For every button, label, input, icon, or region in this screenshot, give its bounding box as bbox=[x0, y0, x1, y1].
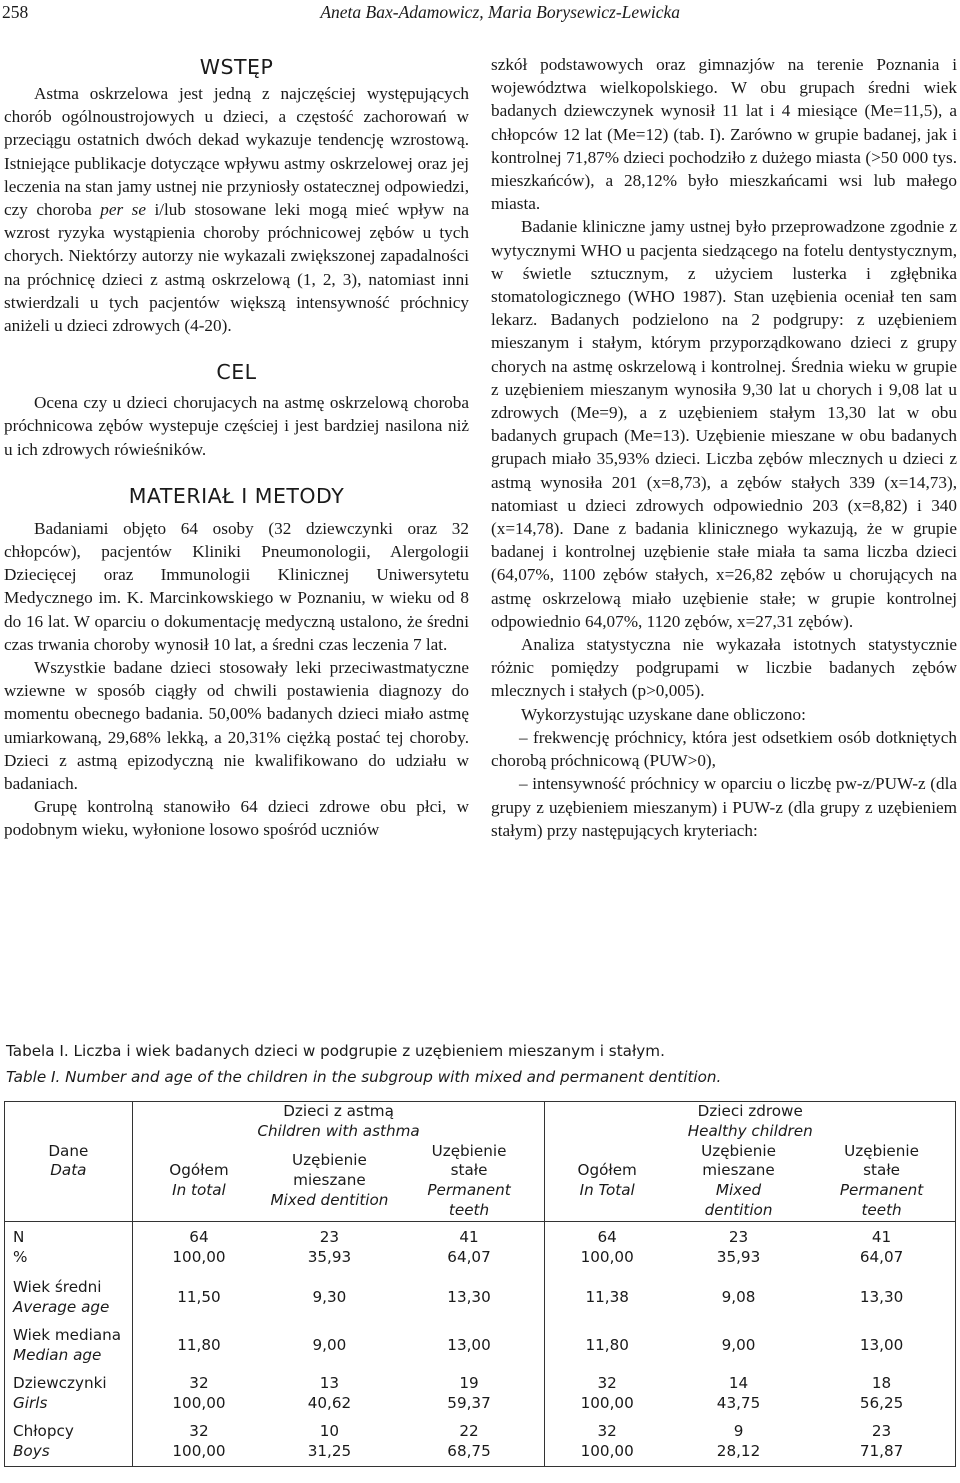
paragraph-methods-continued: szkół podstawowych oraz gimnazjów na terenie Poznania i województwa wielkopolskiego. W obu grupach średni wiek badanych dziewczynek wynosił 11 lat i 4 miesiące (Me=11,5), a chłopców 12 lat (Me=12) (tab. I). Zarówno w grupie badanej, jak i kontrolnej 71,87% dzieci pochodziło z dużego miasta (>50 000 tys. mieszkańców), a 28,12% było mieszkańcami wsi lub małego miasta. bbox=[491, 55, 957, 214]
cell-value: 28,12 bbox=[716, 1441, 761, 1460]
row-label bbox=[5, 1370, 133, 1418]
table-cell bbox=[808, 1274, 955, 1322]
cell-value: 100,00 bbox=[580, 1247, 634, 1266]
table-cell bbox=[545, 1274, 669, 1322]
cell-value: 19 bbox=[459, 1373, 479, 1392]
paragraph-methods-3: Grupę kontrolną stanowiło 64 dzieci zdrowe obu płci, w podobnym wieku, wyłonione losowo spośród uczniów bbox=[4, 797, 469, 840]
header-group-healthy bbox=[545, 1102, 956, 1142]
sub-perm-pl: Uzębienie stałe bbox=[431, 1141, 507, 1180]
data-table bbox=[4, 1101, 956, 1467]
cell-value: 9,08 bbox=[721, 1287, 756, 1306]
cell-value: 13 bbox=[319, 1373, 340, 1392]
cell-value: 9,00 bbox=[312, 1335, 347, 1354]
table-cell bbox=[808, 1418, 955, 1467]
cell-value: 41 bbox=[871, 1227, 892, 1246]
intro-text-a: Astma oskrzelowa jest jedną z najczęściej występujących chorób ogólnoustrojowych u dzieci, a częstość zachorowań w przeciągu ostatnich dwóch dekad wykazuje tendencję wzrostową. Istniejące publikacje dotyczące wpływu astmy oskrzelowej oraz jej leczenia na stan jamy ustnej nie przyniosły ostatecznej odpowiedzi, czy choroba bbox=[4, 84, 469, 220]
cell-value: 10 bbox=[319, 1421, 340, 1440]
row-label-en: Boys bbox=[13, 1441, 50, 1460]
row-label-pl: Wiek średni bbox=[13, 1277, 102, 1296]
intro-italic: per se bbox=[100, 200, 146, 220]
cell-value: 11,80 bbox=[585, 1335, 629, 1354]
sub-mixed-pl: Uzębienie mieszane bbox=[292, 1151, 367, 1190]
subheader-perm-healthy bbox=[808, 1142, 955, 1222]
cell-value: 23 bbox=[728, 1227, 749, 1246]
cell-value: 9,00 bbox=[721, 1335, 756, 1354]
row-label bbox=[5, 1322, 133, 1370]
table-cell bbox=[669, 1221, 808, 1274]
table-cell bbox=[132, 1418, 265, 1467]
cell-value: 56,25 bbox=[859, 1393, 904, 1412]
row-label-pl: Dziewczynki bbox=[13, 1373, 107, 1392]
cell-value: 23 bbox=[319, 1227, 340, 1246]
paragraph-statistics: Analiza statystyczna nie wykazała istotnych statystycznie różnic pomiędzy podgrupami w liczbie badanych zębów mlecznych i stałych (p>0,005). bbox=[491, 635, 957, 701]
table-caption-en: Table I. Number and age of the children in the subgroup with mixed and permanent dentition. bbox=[6, 1068, 722, 1086]
paragraph-calculated: Wykorzystując uzyskane dane obliczono: bbox=[521, 704, 806, 724]
table-cell bbox=[265, 1418, 393, 1467]
row-label-pl: N bbox=[13, 1227, 25, 1246]
row-label-en: % bbox=[13, 1247, 28, 1266]
sub-perm-pl-2: Uzębienie stałe bbox=[844, 1141, 919, 1180]
group-healthy-en: Healthy children bbox=[687, 1121, 813, 1140]
table-cell bbox=[808, 1322, 955, 1370]
intro-text-b: i/lub stosowane leki mogą mieć wpływ na wzrost ryzyka wystąpienia choroby próchnicowej zębów u tych chorych. Niektórzy autorzy nie wykazali zwiększonej zapadalności na próchnicę dzieci z astmą oskrzelową (1, 2, 3), natomiast inni stwierdzali u tych pacjentów większą intensywność próchnicy aniżeli u dzieci zdrowych (4-20). bbox=[4, 200, 469, 336]
group-asthma-pl: Dzieci z astmą bbox=[283, 1102, 394, 1120]
table-cell bbox=[669, 1322, 808, 1370]
subheader-total-asthma bbox=[132, 1142, 265, 1222]
table-row bbox=[5, 1370, 956, 1418]
group-asthma-en: Children with asthma bbox=[257, 1121, 420, 1140]
cell-value: 14 bbox=[728, 1373, 749, 1392]
table-cell bbox=[394, 1221, 545, 1274]
cell-value: 13,30 bbox=[447, 1287, 491, 1306]
cell-value: 35,93 bbox=[716, 1247, 761, 1266]
list-item-frequency: – frekwencję próchnicy, która jest odsetkiem osób dotkniętych chorobą próchnicową (PUW>0), bbox=[491, 727, 957, 771]
table-cell bbox=[265, 1221, 393, 1274]
table-cell bbox=[132, 1370, 265, 1418]
sub-perm-en-2: Permanent teeth bbox=[839, 1181, 924, 1219]
table-cell bbox=[808, 1221, 955, 1274]
table-cell bbox=[808, 1370, 955, 1418]
cell-value: 13,00 bbox=[859, 1335, 904, 1354]
row-label-pl: Wiek mediana bbox=[13, 1325, 122, 1344]
subheader-mixed-asthma bbox=[265, 1142, 393, 1222]
cell-value: 31,25 bbox=[307, 1441, 352, 1460]
sub-mixed-pl-2: Uzębienie mieszane bbox=[701, 1141, 776, 1180]
cell-value: 100,00 bbox=[580, 1441, 634, 1460]
row-label bbox=[5, 1274, 133, 1322]
cell-value: 64,07 bbox=[447, 1247, 491, 1266]
header-data-pl: Dane bbox=[48, 1141, 89, 1160]
table-cell bbox=[394, 1274, 545, 1322]
table-cell bbox=[265, 1370, 393, 1418]
cell-value: 32 bbox=[189, 1421, 209, 1440]
page-number: 258 bbox=[2, 2, 29, 22]
cell-value: 100,00 bbox=[172, 1441, 226, 1460]
cell-value: 64,07 bbox=[859, 1247, 904, 1266]
cell-value: 9 bbox=[733, 1421, 744, 1440]
table-body bbox=[5, 1221, 956, 1466]
table-cell bbox=[545, 1322, 669, 1370]
cell-value: 11,80 bbox=[177, 1335, 221, 1354]
sub-total-en-2: In Total bbox=[579, 1181, 635, 1200]
section-heading-methods: MATERIAŁ I METODY bbox=[128, 483, 345, 508]
sub-mixed-en: Mixed dentition bbox=[270, 1191, 389, 1210]
row-label bbox=[5, 1418, 133, 1467]
table-row bbox=[5, 1322, 956, 1370]
table-cell bbox=[132, 1322, 265, 1370]
paragraph-methods-1: Badaniami objęto 64 osoby (32 dziewczynki oraz 32 chłopców), pacjentów Kliniki Pneumonologii, Alergologii Dziecięcej oraz Immunologii Klinicznej Uniwersytetu Medycznego im. K. Marcinkowskiego w Poznaniu, w wieku od 8 do 16 lat. W oparciu o dokumentację medyczną ustalono, że średni czas trwania choroby wynosił 10 lat, a średni czas leczenia 7 lat. bbox=[4, 518, 469, 654]
cell-value: 13,30 bbox=[859, 1287, 904, 1306]
section-heading-wstep: WSTĘP bbox=[199, 55, 274, 79]
header-authors: Aneta Bax-Adamowicz, Maria Borysewicz-Lewicka bbox=[320, 2, 680, 22]
table-cell bbox=[132, 1274, 265, 1322]
table-cell bbox=[545, 1221, 669, 1274]
cell-value: 64 bbox=[597, 1227, 617, 1246]
cell-value: 32 bbox=[597, 1421, 617, 1440]
cell-value: 71,87 bbox=[859, 1441, 904, 1460]
sub-total-pl: Ogółem bbox=[169, 1161, 229, 1180]
cell-value: 100,00 bbox=[172, 1393, 226, 1412]
paragraph-methods-2: Wszystkie badane dzieci stosowały leki przeciwastmatyczne wziewne w sposób ciągły od chwili postawienia diagnozy do momentu obecnego badania. 50,00% badanych dzieci miało astmę umiarkowaną, 29,68% lekką, a 20,31% ciężką postać tej choroby. Dzieci z astmą epizodyczną nie kwalifikowano do udziału w badaniach. bbox=[4, 658, 469, 794]
cell-value: 100,00 bbox=[172, 1247, 226, 1266]
sub-total-en: In total bbox=[172, 1181, 226, 1200]
cell-value: 35,93 bbox=[307, 1247, 352, 1266]
subheader-perm-asthma bbox=[394, 1142, 545, 1222]
cell-value: 9,30 bbox=[312, 1287, 347, 1306]
table-cell bbox=[265, 1322, 393, 1370]
table-cell bbox=[394, 1418, 545, 1467]
row-label bbox=[5, 1221, 133, 1274]
table-cell bbox=[669, 1370, 808, 1418]
cell-value: 43,75 bbox=[716, 1393, 761, 1412]
table-cell bbox=[132, 1221, 265, 1274]
cell-value: 32 bbox=[597, 1373, 617, 1392]
subheader-total-healthy bbox=[545, 1142, 669, 1222]
cell-value: 11,50 bbox=[177, 1287, 221, 1306]
header-group-asthma bbox=[132, 1102, 545, 1142]
table-caption-pl: Tabela I. Liczba i wiek badanych dzieci w podgrupie z uzębieniem mieszanym i stałym. bbox=[6, 1042, 665, 1060]
sub-total-pl-2: Ogółem bbox=[577, 1161, 637, 1180]
table-cell bbox=[265, 1274, 393, 1322]
running-header bbox=[0, 0, 960, 30]
cell-value: 64 bbox=[189, 1227, 209, 1246]
table-row bbox=[5, 1274, 956, 1322]
list-item-intensity: – intensywność próchnicy w oparciu o liczbę pw-z/PUW-z (dla grupy z uzębieniem mieszanym) i PUW-z (dla grupy z uzębieniem stałym) przy następujących kryteriach: bbox=[491, 774, 957, 840]
cell-value: 41 bbox=[459, 1227, 479, 1246]
cell-value: 32 bbox=[189, 1373, 209, 1392]
right-column bbox=[491, 53, 957, 842]
section-heading-cel: CEL bbox=[216, 360, 257, 385]
cell-value: 68,75 bbox=[447, 1441, 491, 1460]
table-cell bbox=[394, 1370, 545, 1418]
table-cell bbox=[545, 1370, 669, 1418]
group-healthy-pl: Dzieci zdrowe bbox=[697, 1102, 803, 1120]
paragraph-intro bbox=[4, 82, 469, 337]
cell-value: 18 bbox=[871, 1373, 892, 1392]
cell-value: 23 bbox=[871, 1421, 892, 1440]
table-cell bbox=[669, 1418, 808, 1467]
table-row bbox=[5, 1418, 956, 1467]
header-data-en: Data bbox=[50, 1161, 87, 1180]
row-label-en: Median age bbox=[13, 1345, 102, 1364]
table-row bbox=[5, 1221, 956, 1274]
cell-value: 40,62 bbox=[307, 1393, 352, 1412]
row-label-pl: Chłopcy bbox=[13, 1421, 74, 1440]
subheader-mixed-healthy bbox=[669, 1142, 808, 1222]
cell-value: 22 bbox=[459, 1421, 479, 1440]
table-cell bbox=[545, 1418, 669, 1467]
paragraph-clinical-exam: Badanie kliniczne jamy ustnej było przeprowadzone zgodnie z wytycznymi WHO u pacjenta siedzącego na fotelu dentystycznym, w świetle sztucznym, z użyciem lusterka i zgłębnika stomatologicznego (WHO 1987). Stan uzębienia oceniał ten sam lekarz. Badanych podzielono na 2 podgrupy: z uzębieniem mieszanym i stałym, którym przyporządkowano dzieci z grupy chorych na astmę oskrzelową i kontrolnej. Średnia wieku w grupie z uzębieniem mieszanym wynosiła 9,30 lat u chorych i 9,08 lat u zdrowych (Me=9), a z uzębieniem stałym 13,30 lat w obu badanych grupach (Me=13). Uzębienie mieszane w obu badanych grupach miało 35,93% dzieci. Liczba zębów mlecznych u dzieci z astmą wynosiła 201 (x=8,73), a zębów stałych 339 (x=14,73), natomiast u dzieci zdrowych odpowiednio 203 (x=8,82) i 340 (x=14,78). Dane z badania klinicznego wykazują, że w grupie badanej i kontrolnej uzębienie stałe miała ta sama liczba dzieci (64,07%, 1100 zębów stałych, x=26,82 zębów u chorujących na astmę oskrzelową miało uzębienie stałe; w grupie kontrolnej odpowiednio 64,07%, 1120 zębów, x=27,31 zębów). bbox=[491, 217, 957, 631]
cell-value: 59,37 bbox=[447, 1393, 491, 1412]
paragraph-aim: Ocena czy u dzieci chorujacych na astmę oskrzelową choroba próchnicowa zębów wystepuje częściej i jest bardziej nasilona niż u ich zdrowych rówieśników. bbox=[4, 393, 469, 459]
left-column bbox=[4, 50, 469, 842]
row-label-en: Average age bbox=[13, 1297, 110, 1316]
table-cell bbox=[669, 1274, 808, 1322]
cell-value: 11,38 bbox=[585, 1287, 629, 1306]
row-label-en: Girls bbox=[13, 1393, 48, 1412]
sub-perm-en: Permanent teeth bbox=[427, 1181, 511, 1219]
header-data bbox=[5, 1102, 133, 1222]
table-cell bbox=[394, 1322, 545, 1370]
sub-mixed-en-2: Mixed dentition bbox=[704, 1181, 773, 1219]
cell-value: 13,00 bbox=[447, 1335, 491, 1354]
cell-value: 100,00 bbox=[580, 1393, 634, 1412]
